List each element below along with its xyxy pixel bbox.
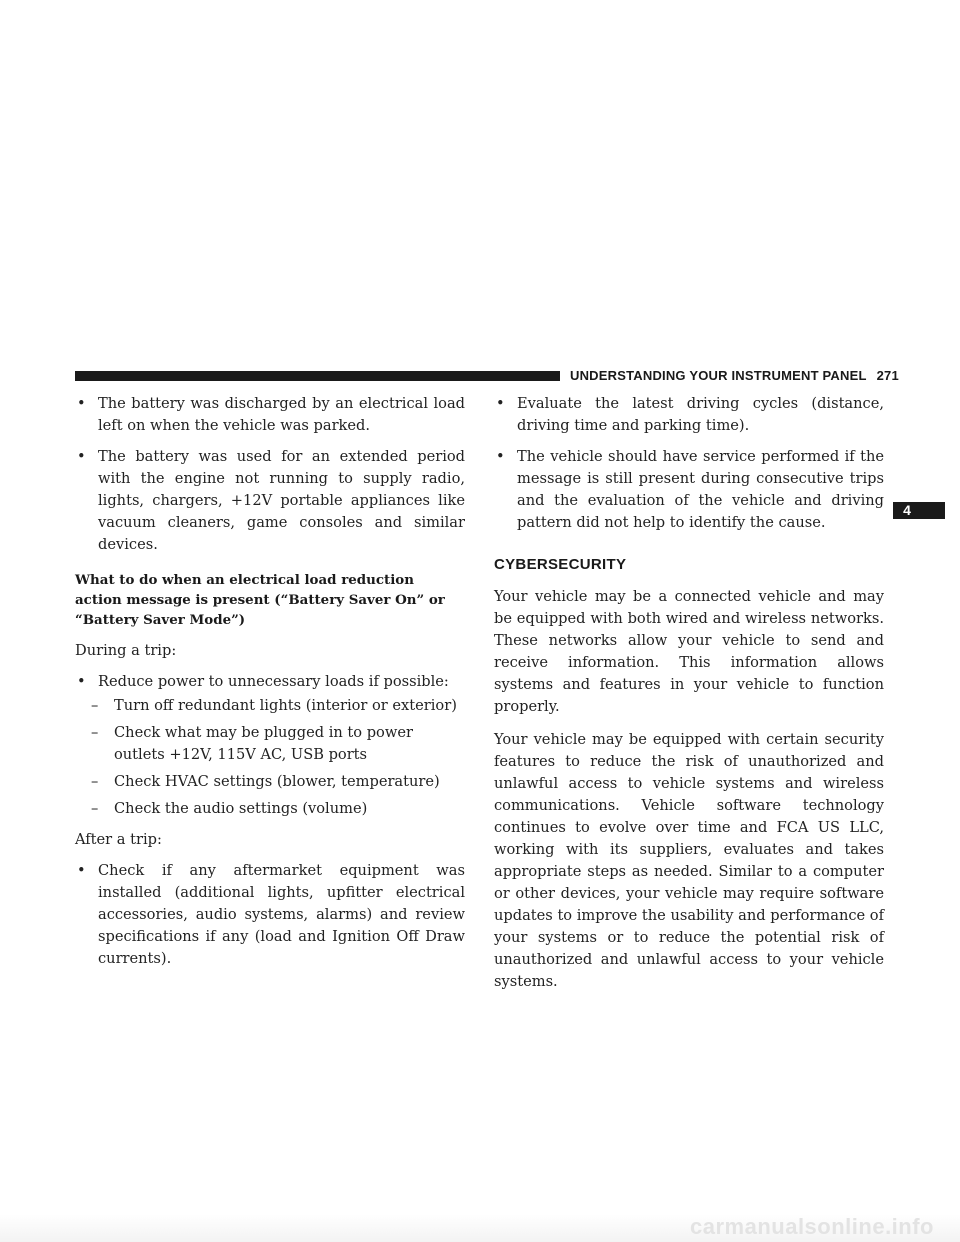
header-rule	[75, 371, 560, 381]
list-item	[75, 446, 465, 556]
right-column	[494, 393, 884, 1004]
dash-item	[75, 771, 465, 793]
list-item	[75, 860, 465, 970]
list-item	[75, 393, 465, 437]
bullet-icon: •	[77, 673, 86, 690]
dash-item	[75, 722, 465, 766]
dash-item-text: Check HVAC settings (blower, temperature)	[114, 773, 440, 790]
list-item	[494, 393, 884, 437]
bullet-icon: •	[496, 448, 505, 465]
left-column	[75, 393, 465, 979]
list-item-text: Evaluate the latest driving cycles (distance, driving time and parking time).	[517, 395, 884, 434]
list-item-text: Reduce power to unnecessary loads if possible:	[98, 673, 449, 690]
paragraph: Your vehicle may be a connected vehicle and may be equipped with both wired and wireless networks. These networks allow your vehicle to send and receive information. This information allows systems and features in your vehicle to function properly.	[494, 588, 884, 715]
dash-item	[75, 695, 465, 717]
list-item	[75, 671, 465, 693]
during-trip-label: During a trip:	[75, 642, 177, 659]
chapter-number: 4	[903, 502, 911, 518]
bullet-icon: •	[77, 862, 86, 879]
dash-item-text: Turn off redundant lights (interior or exterior)	[114, 697, 457, 714]
list-item-text: The battery was discharged by an electrical load left on when the vehicle was parked.	[98, 395, 465, 434]
dash-icon: –	[91, 800, 99, 817]
list-item	[494, 446, 884, 534]
chapter-tab	[893, 502, 945, 519]
list-item-text: The vehicle should have service performed if the message is still present during consecutive trips and the evaluation of the vehicle and driving pattern did not help to identify the cause.	[517, 448, 884, 531]
list-item-text: Check if any aftermarket equipment was installed (additional lights, upfitter electrical accessories, audio systems, alarms) and review specifications if any (load and Ignition Off Draw currents).	[98, 862, 465, 967]
bullet-icon: •	[77, 448, 86, 465]
dash-icon: –	[91, 773, 99, 790]
after-trip-label: After a trip:	[75, 831, 162, 848]
section-title-header: UNDERSTANDING YOUR INSTRUMENT PANEL	[570, 368, 867, 383]
dash-icon: –	[91, 724, 99, 741]
bullet-icon: •	[77, 395, 86, 412]
list-item-text: The battery was used for an extended period with the engine not running to supply radio, lights, chargers, +12V portable appliances like vacuum cleaners, game consoles and similar devices.	[98, 448, 465, 553]
page-number: 271	[876, 368, 899, 383]
dash-item-text: Check the audio settings (volume)	[114, 800, 368, 817]
section-heading: CYBERSECURITY	[494, 556, 627, 573]
bullet-icon: •	[496, 395, 505, 412]
dash-item	[75, 798, 465, 820]
subheading: What to do when an electrical load reduction action message is present (“Battery Saver On” or “Battery Saver Mode”)	[75, 572, 445, 628]
watermark	[0, 1214, 960, 1242]
dash-icon: –	[91, 697, 99, 714]
paragraph: Your vehicle may be equipped with certain security features to reduce the risk of unauthorized and unlawful access to vehicle systems and wireless communications. Vehicle software technology continues to evolve over time and FCA US LLC, working with its suppliers, evaluates and takes appropriate steps as needed. Similar to a computer or other devices, your vehicle may require software updates to improve the usability and performance of your systems or to reduce the potential risk of unauthorized and unlawful access to your vehicle systems.	[494, 731, 884, 990]
dash-item-text: Check what may be plugged in to power outlets +12V, 115V AC, USB ports	[114, 724, 413, 763]
watermark-text: carmanualsonline.info	[690, 1214, 934, 1239]
running-header	[570, 368, 899, 383]
